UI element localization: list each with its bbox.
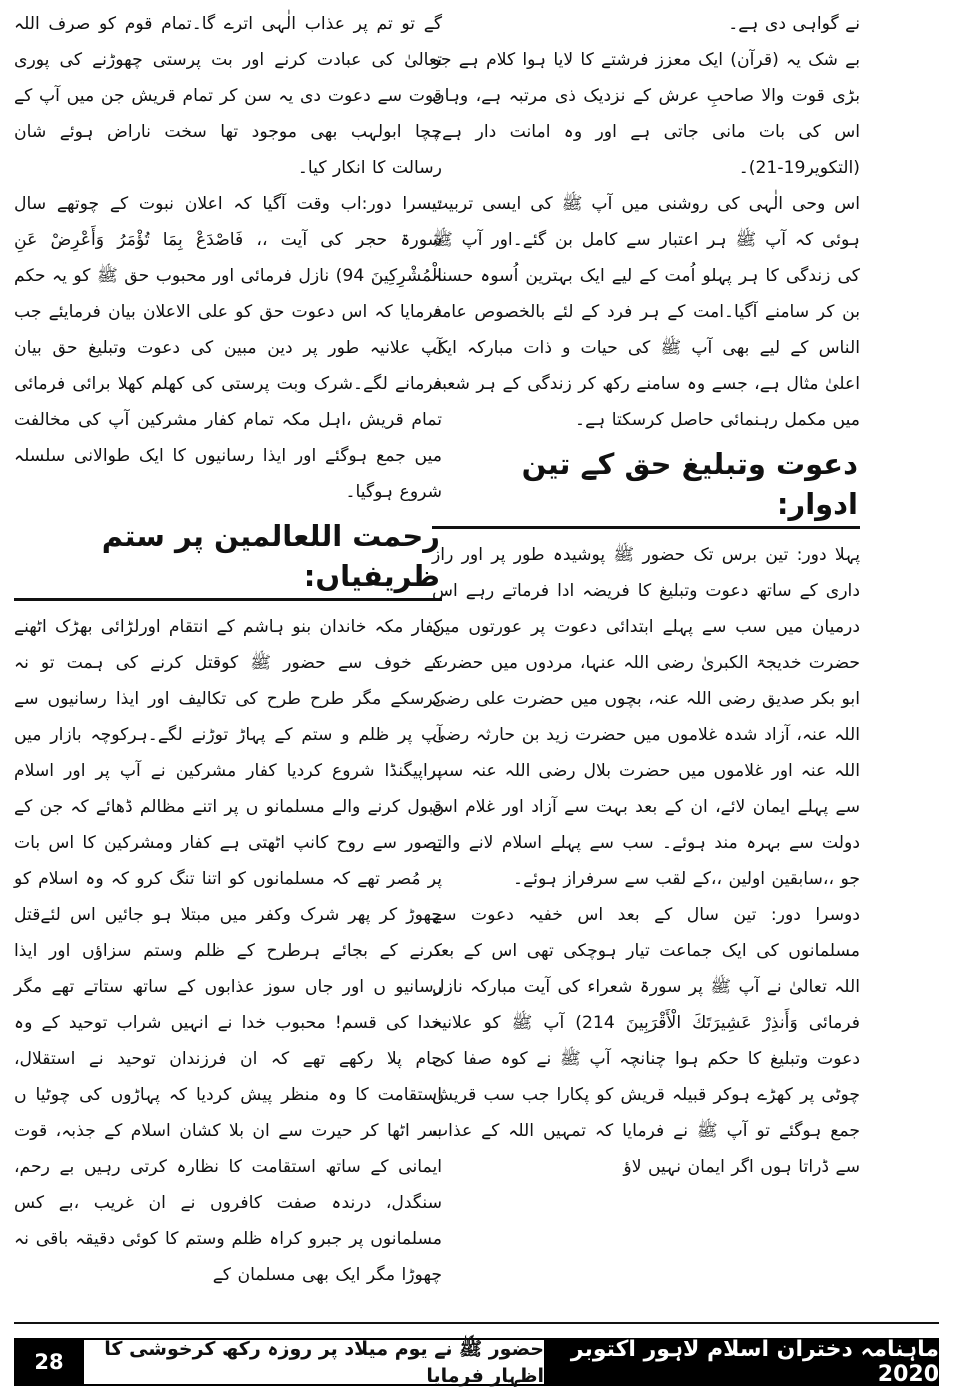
- paragraph: گے تو تم پر عذاب الٰہی اترے گا۔تمام قوم کو صرف اللہ تعالیٰ کی عبادت کرنے اور بت پرستی چھوڑنے کی پوری قوت سے دعوت دی یہ سن کر تمام قریش جن میں آپ کے چچا ابولہب بھی موجود تھا سخت ناراض ہوئے شان رسالت کا انکار کیا۔: [14, 14, 442, 178]
- section-heading: رحمت اللعالمین پر ستم ظریفیاں:: [14, 516, 442, 601]
- page-number: 28: [14, 1338, 84, 1386]
- section-heading: دعوت وتبلیغ حق کے تین ادوار:: [432, 444, 860, 529]
- footer-tagline: حضور ﷺ نے یوم میلاد پر روزہ رکھ کرخوشی کا اظہار فرمایا: [84, 1338, 544, 1386]
- left-column: [14, 6, 442, 1293]
- paragraph: نے گواہی دی ہے۔: [728, 14, 860, 34]
- paragraph: دوسرا دور: تین سال کے بعد اس خفیہ دعوت سے مسلمانوں کی ایک جماعت تیار ہوچکی تھی اس کے بعد اللہ تعالیٰ نے آپ ﷺ پر سورۃ شعراء کی آیت مبارکہ نازل فرمائی وَأَنذِرْ عَشِيرَتَكَ الْأَقْرَبِينَ 214) آپ ﷺ کو علانیہ دعوت وتبلیغ کا حکم ہوا چنانچہ آپ ﷺ نے کوہ صفا کی چوٹی پر کھڑے ہوکر قبیلہ قریش کو پکارا جب سب قریش جمع ہوگئے تو آپ ﷺ نے فرمایا کہ تمہیں اللہ کے عذاب سے ڈراتا ہوں اگر ایمان نہیں لاؤ: [432, 905, 860, 1177]
- paragraph: اس وحی الٰہی کی روشنی میں آپ ﷺ کی ایسی تربیت ہوئی کہ آپ ﷺ ہر اعتبار سے کامل بن گئے۔اور آپ ﷺ کی زندگی کا ہر پہلو اُمت کے لیے ایک بہترین اُسوہ حسنہ بن کر سامنے آگیا۔امت کے ہر فرد کے لئے بالخصوص عامۃ الناس کے لیے بھی آپ ﷺ کی حیات و ذات مبارکہ ایک اعلیٰ مثال ہے، جسے وہ سامنے رکھ کر زندگی کے ہر شعبہ میں مکمل رہنمائی حاصل کرسکتا ہے۔: [432, 194, 860, 430]
- paragraph: کفار مکہ خاندان بنو ہاشم کے انتقام اورلڑائی بھڑک اٹھنے کے خوف سے حضور ﷺ کوقتل کرنے کی ہمت تو نہ کرسکے مگر طرح طرح کی تکالیف اور ایذا رسانیوں سے آپ پر ظلم و ستم کے پہاڑ توڑنے لگے۔ہرکوچہ بازار میں پراپیگنڈا شروع کردیا کفار مشرکین نے آپ پر اور اسلام قبول کرنے والے مسلمانو ں پر اتنے مظالم ڈھائے کہ جن کے تصور سے روح کانپ اٹھتی ہے کفار ومشرکین کا اس بات پر مُصر تھے کہ مسلمانوں کو اتنا تنگ کرو کہ وہ اسلام کو چھوڑ کر پھر شرک وکفر میں مبتلا ہو جائیں اس لئےقتل کرنے کے بجائے ہرطرح کے ظلم وستم سزاؤں اور ایذا رسانیو ں اور جاں سوز عذابوں کے ساتھ ستاتے تھے مگر خدا کی قسم! محبوب خدا نے انہیں شراب توحید کے وہ جام پلا رکھے تھے کہ ان فرزندان توحید نے استقلال، استقامت کا وہ منظر پیش کردیا کہ پہاڑوں کی چوٹیا ں سر اٹھا کر حیرت سے ان بلا کشان اسلام کے جذبہ، قوت ایمانی کے ساتھ استقامت کا نظارہ کرتی رہیں بے رحم، سنگدل، درندہ صفت کافروں نے ان غریب ،بے کس مسلمانوں پر جبرو کراہ ظلم وستم کا کوئی دقیقہ باقی نہ چھوڑا مگر ایک بھی مسلمان کے: [14, 617, 442, 1285]
- page-footer: [14, 1338, 939, 1386]
- paragraph: بے شک یہ (قرآن) ایک معزز فرشتے کا لایا ہوا کلام ہے جو بڑی قوت والا صاحبِ عرش کے نزدیک ذی مرتبہ ہے، وہاں اس کی بات مانی جاتی ہے اور وہ امانت دار ہے۔(التکویر19-21)۔: [432, 50, 860, 178]
- footer-divider: [14, 1322, 939, 1324]
- paragraph: پہلا دور: تین برس تک حضور ﷺ پوشیدہ طور پر اور راز داری کے ساتھ دعوت وتبلیغ کا فریضہ ادا فرماتے رہے اس درمیان میں سب سے پہلے ابتدائی دعوت پر عورتوں میں حضرت خدیجۃ الکبریٰ رضی اللہ عنہا، مردوں میں حضرت ابو بکر صدیق رضی اللہ عنہ، بچوں میں حضرت علی رضی اللہ عنہ، آزاد شدہ غلاموں میں حضرت زید بن حارثہ رضی اللہ عنہ اور غلاموں میں حضرت بلال رضی اللہ عنہ سب سے پہلے ایمان لائے، ان کے بعد بہت سے آزاد اور غلام اس دولت سے بہرہ مند ہوئے۔ سب سے پہلے اسلام لانے والے جو ،،سابقین اولین ،،کے لقب سے سرفراز ہوئے۔: [432, 545, 860, 889]
- paragraph: تیسرا دور:اب وقت آگیا کہ اعلان نبوت کے چوتھے سال سورۃ حجر کی آیت ،، فَاصْدَعْ بِمَا تُؤْمَرُ وَأَعْرِضْ عَنِ الْمُشْرِكِينَ 94) نازل فرمائی اور محبوب حق ﷺ کو یہ حکم فرمایا کہ اس دعوت حق کو علی الاعلان بیان فرمایئے جب آپ علانیہ طور پر دین مبین کی دعوت وتبلیغ حق بیان فرمانے لگے۔شرک وبت پرستی کی کھلم کھلا برائی فرمائی تمام قریش ،اہل مکہ تمام کفار مشرکین آپ کی مخالفت میں جمع ہوگئے اور ایذا رسانیوں کا ایک طوالانی سلسلہ شروع ہوگیا۔: [14, 194, 442, 502]
- right-column: [432, 6, 860, 1185]
- magazine-title: ماہنامہ دختران اسلام لاہور اکتوبر 2020: [544, 1338, 939, 1386]
